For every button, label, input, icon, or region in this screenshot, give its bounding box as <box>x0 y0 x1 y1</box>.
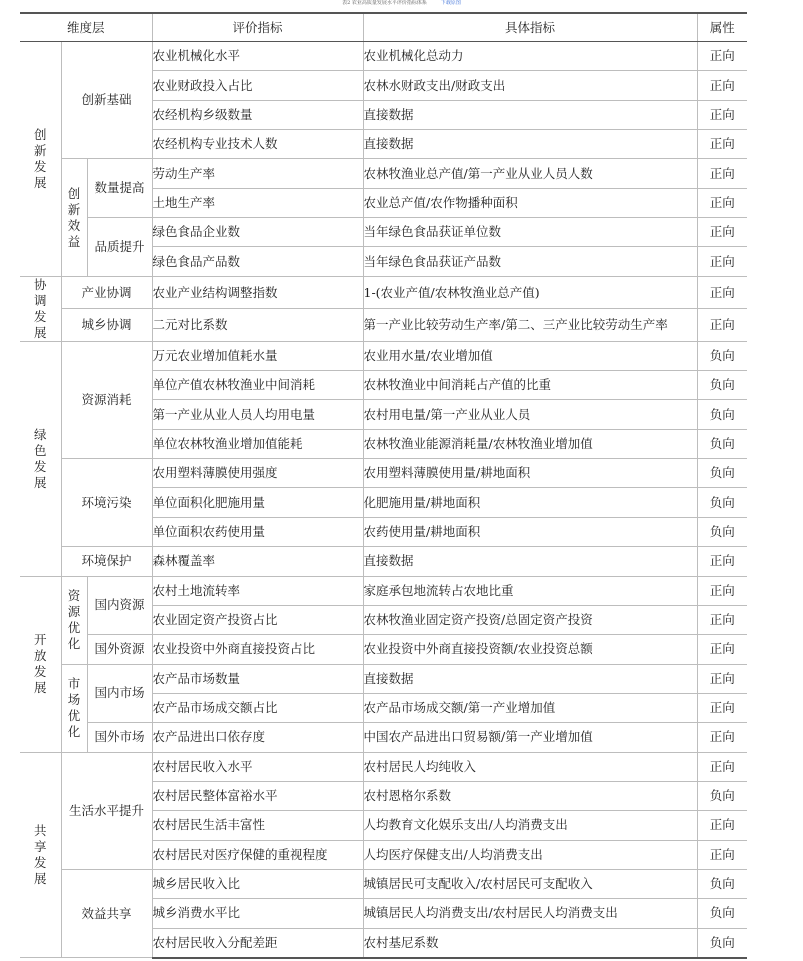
indicator-cell: 农经机构专业技术人数 <box>152 130 363 159</box>
specific-cell: 农林牧渔业固定资产投资/总固定资产投资 <box>363 605 697 634</box>
download-link[interactable]: 下载原图 <box>440 0 461 6</box>
group-foreign-resource: 国外资源 <box>87 635 152 664</box>
group-innovation: 创新发展 <box>20 42 61 277</box>
header-specific: 具体指标 <box>363 13 697 42</box>
indicator-cell: 农业投资中外商直接投资占比 <box>152 635 363 664</box>
attribute-cell: 正向 <box>697 188 747 217</box>
table-row <box>20 218 747 247</box>
header-row <box>20 13 747 42</box>
attribute-cell: 正向 <box>697 159 747 188</box>
attribute-cell: 负向 <box>697 869 747 898</box>
attribute-cell: 正向 <box>697 752 747 781</box>
specific-cell: 农业机械化总动力 <box>363 42 697 71</box>
indicator-cell: 劳动生产率 <box>152 159 363 188</box>
attribute-cell: 正向 <box>697 605 747 634</box>
specific-cell: 农用塑料薄膜使用量/耕地面积 <box>363 459 697 488</box>
group-resource-opt: 资源优化 <box>61 576 87 664</box>
header-indicator: 评价指标 <box>152 13 363 42</box>
indicator-cell: 农业产业结构调整指数 <box>152 276 363 309</box>
indicator-cell: 单位农林牧渔业增加值能耗 <box>152 429 363 458</box>
group-industry-coord: 产业协调 <box>61 276 152 309</box>
table-row <box>20 459 747 488</box>
group-sharing: 共享发展 <box>20 752 61 958</box>
group-opening: 开放发展 <box>20 576 61 752</box>
attribute-cell: 正向 <box>697 693 747 722</box>
indicator-cell: 农产品进出口依存度 <box>152 723 363 752</box>
indicator-cell: 单位面积农药使用量 <box>152 517 363 546</box>
attribute-cell: 正向 <box>697 811 747 840</box>
attribute-cell: 正向 <box>697 218 747 247</box>
attribute-cell: 正向 <box>697 576 747 605</box>
indicator-cell: 单位面积化肥施用量 <box>152 488 363 517</box>
attribute-cell: 正向 <box>697 547 747 576</box>
group-env-pollution: 环境污染 <box>61 459 152 547</box>
caption-text: 表2 农业高质量发展水平评价指标体系 <box>342 0 427 6</box>
specific-cell: 第一产业比较劳动生产率/第二、三产业比较劳动生产率 <box>363 309 697 342</box>
group-innovation-base: 创新基础 <box>61 42 152 159</box>
attribute-cell: 负向 <box>697 400 747 429</box>
indicator-cell: 单位产值农林牧渔业中间消耗 <box>152 371 363 400</box>
attribute-cell: 正向 <box>697 723 747 752</box>
indicator-cell: 二元对比系数 <box>152 309 363 342</box>
specific-cell: 人均医疗保健支出/人均消费支出 <box>363 840 697 869</box>
specific-cell: 化肥施用量/耕地面积 <box>363 488 697 517</box>
attribute-cell: 正向 <box>697 840 747 869</box>
attribute-cell: 负向 <box>697 429 747 458</box>
table-row <box>20 752 747 781</box>
specific-cell: 中国农产品进出口贸易额/第一产业增加值 <box>363 723 697 752</box>
group-coordination: 协调发展 <box>20 276 61 341</box>
specific-cell: 农业总产值/农作物播种面积 <box>363 188 697 217</box>
group-foreign-market: 国外市场 <box>87 723 152 752</box>
specific-cell: 直接数据 <box>363 664 697 693</box>
indicator-cell: 农村居民生活丰富性 <box>152 811 363 840</box>
indicator-cell: 城乡居民收入比 <box>152 869 363 898</box>
indicator-cell: 农经机构乡级数量 <box>152 100 363 129</box>
header-attribute: 属性 <box>697 13 747 42</box>
indicator-cell: 城乡消费水平比 <box>152 899 363 928</box>
table-row <box>20 723 747 752</box>
indicator-cell: 农产品市场成交额占比 <box>152 693 363 722</box>
group-quality: 品质提升 <box>87 218 152 277</box>
specific-cell: 城镇居民人均消费支出/农村居民人均消费支出 <box>363 899 697 928</box>
table-row <box>20 159 747 188</box>
table-row <box>20 869 747 898</box>
attribute-cell: 正向 <box>697 100 747 129</box>
indicator-cell: 农村土地流转率 <box>152 576 363 605</box>
specific-cell: 农产品市场成交额/第一产业增加值 <box>363 693 697 722</box>
specific-cell: 1-(农业产值/农林牧渔业总产值) <box>363 276 697 309</box>
specific-cell: 农林牧渔业总产值/第一产业从业人员人数 <box>363 159 697 188</box>
group-env-protection: 环境保护 <box>61 547 152 576</box>
attribute-cell: 负向 <box>697 928 747 958</box>
group-market-opt: 市场优化 <box>61 664 87 752</box>
specific-cell: 直接数据 <box>363 130 697 159</box>
attribute-cell: 负向 <box>697 459 747 488</box>
table-row <box>20 664 747 693</box>
specific-cell: 农药使用量/耕地面积 <box>363 517 697 546</box>
specific-cell: 农业投资中外商直接投资额/农业投资总额 <box>363 635 697 664</box>
specific-cell: 直接数据 <box>363 100 697 129</box>
specific-cell: 农林牧渔业能源消耗量/农林牧渔业增加值 <box>363 429 697 458</box>
attribute-cell: 负向 <box>697 371 747 400</box>
specific-cell: 农村居民人均纯收入 <box>363 752 697 781</box>
indicator-cell: 土地生产率 <box>152 188 363 217</box>
table-row <box>20 635 747 664</box>
indicator-cell: 农村居民对医疗保健的重视程度 <box>152 840 363 869</box>
table-row <box>20 309 747 342</box>
specific-cell: 农林牧渔业中间消耗占产值的比重 <box>363 371 697 400</box>
header-dimension: 维度层 <box>20 13 152 42</box>
group-quantity: 数量提高 <box>87 159 152 218</box>
specific-cell: 当年绿色食品获证单位数 <box>363 218 697 247</box>
indicator-cell: 绿色食品产品数 <box>152 247 363 276</box>
attribute-cell: 正向 <box>697 71 747 100</box>
attribute-cell: 正向 <box>697 309 747 342</box>
table-row <box>20 276 747 309</box>
specific-cell: 农村基尼系数 <box>363 928 697 958</box>
attribute-cell: 正向 <box>697 247 747 276</box>
attribute-cell: 负向 <box>697 488 747 517</box>
table-caption <box>0 0 803 10</box>
attribute-cell: 正向 <box>697 276 747 309</box>
table-row <box>20 547 747 576</box>
specific-cell: 农村用电量/第一产业从业人员 <box>363 400 697 429</box>
indicator-cell: 绿色食品企业数 <box>152 218 363 247</box>
attribute-cell: 负向 <box>697 899 747 928</box>
indicator-cell: 农村居民收入分配差距 <box>152 928 363 958</box>
group-living: 生活水平提升 <box>61 752 152 869</box>
attribute-cell: 负向 <box>697 781 747 810</box>
indicator-cell: 农业固定资产投资占比 <box>152 605 363 634</box>
specific-cell: 家庭承包地流转占农地比重 <box>363 576 697 605</box>
specific-cell: 人均教育文化娱乐支出/人均消费支出 <box>363 811 697 840</box>
group-innovation-benefit: 创新效益 <box>61 159 87 276</box>
group-domestic-resource: 国内资源 <box>87 576 152 635</box>
table-row <box>20 341 747 370</box>
specific-cell: 城镇居民可支配收入/农村居民可支配收入 <box>363 869 697 898</box>
attribute-cell: 正向 <box>697 42 747 71</box>
indicator-table <box>20 12 747 959</box>
indicator-cell: 森林覆盖率 <box>152 547 363 576</box>
attribute-cell: 正向 <box>697 635 747 664</box>
attribute-cell: 负向 <box>697 517 747 546</box>
attribute-cell: 负向 <box>697 341 747 370</box>
indicator-cell: 第一产业从业人员人均用电量 <box>152 400 363 429</box>
specific-cell: 农林水财政支出/财政支出 <box>363 71 697 100</box>
indicator-cell: 农用塑料薄膜使用强度 <box>152 459 363 488</box>
group-benefit-share: 效益共享 <box>61 869 152 958</box>
group-domestic-market: 国内市场 <box>87 664 152 723</box>
specific-cell: 农村恩格尔系数 <box>363 781 697 810</box>
specific-cell: 直接数据 <box>363 547 697 576</box>
group-urban-rural-coord: 城乡协调 <box>61 309 152 342</box>
indicator-cell: 农业财政投入占比 <box>152 71 363 100</box>
specific-cell: 当年绿色食品获证产品数 <box>363 247 697 276</box>
indicator-cell: 农业机械化水平 <box>152 42 363 71</box>
indicator-cell: 万元农业增加值耗水量 <box>152 341 363 370</box>
specific-cell: 农业用水量/农业增加值 <box>363 341 697 370</box>
indicator-cell: 农产品市场数量 <box>152 664 363 693</box>
indicator-cell: 农村居民收入水平 <box>152 752 363 781</box>
group-green: 绿色发展 <box>20 341 61 576</box>
table-row <box>20 42 747 71</box>
table-row <box>20 576 747 605</box>
attribute-cell: 正向 <box>697 664 747 693</box>
indicator-cell: 农村居民整体富裕水平 <box>152 781 363 810</box>
group-resource-use: 资源消耗 <box>61 341 152 458</box>
attribute-cell: 正向 <box>697 130 747 159</box>
